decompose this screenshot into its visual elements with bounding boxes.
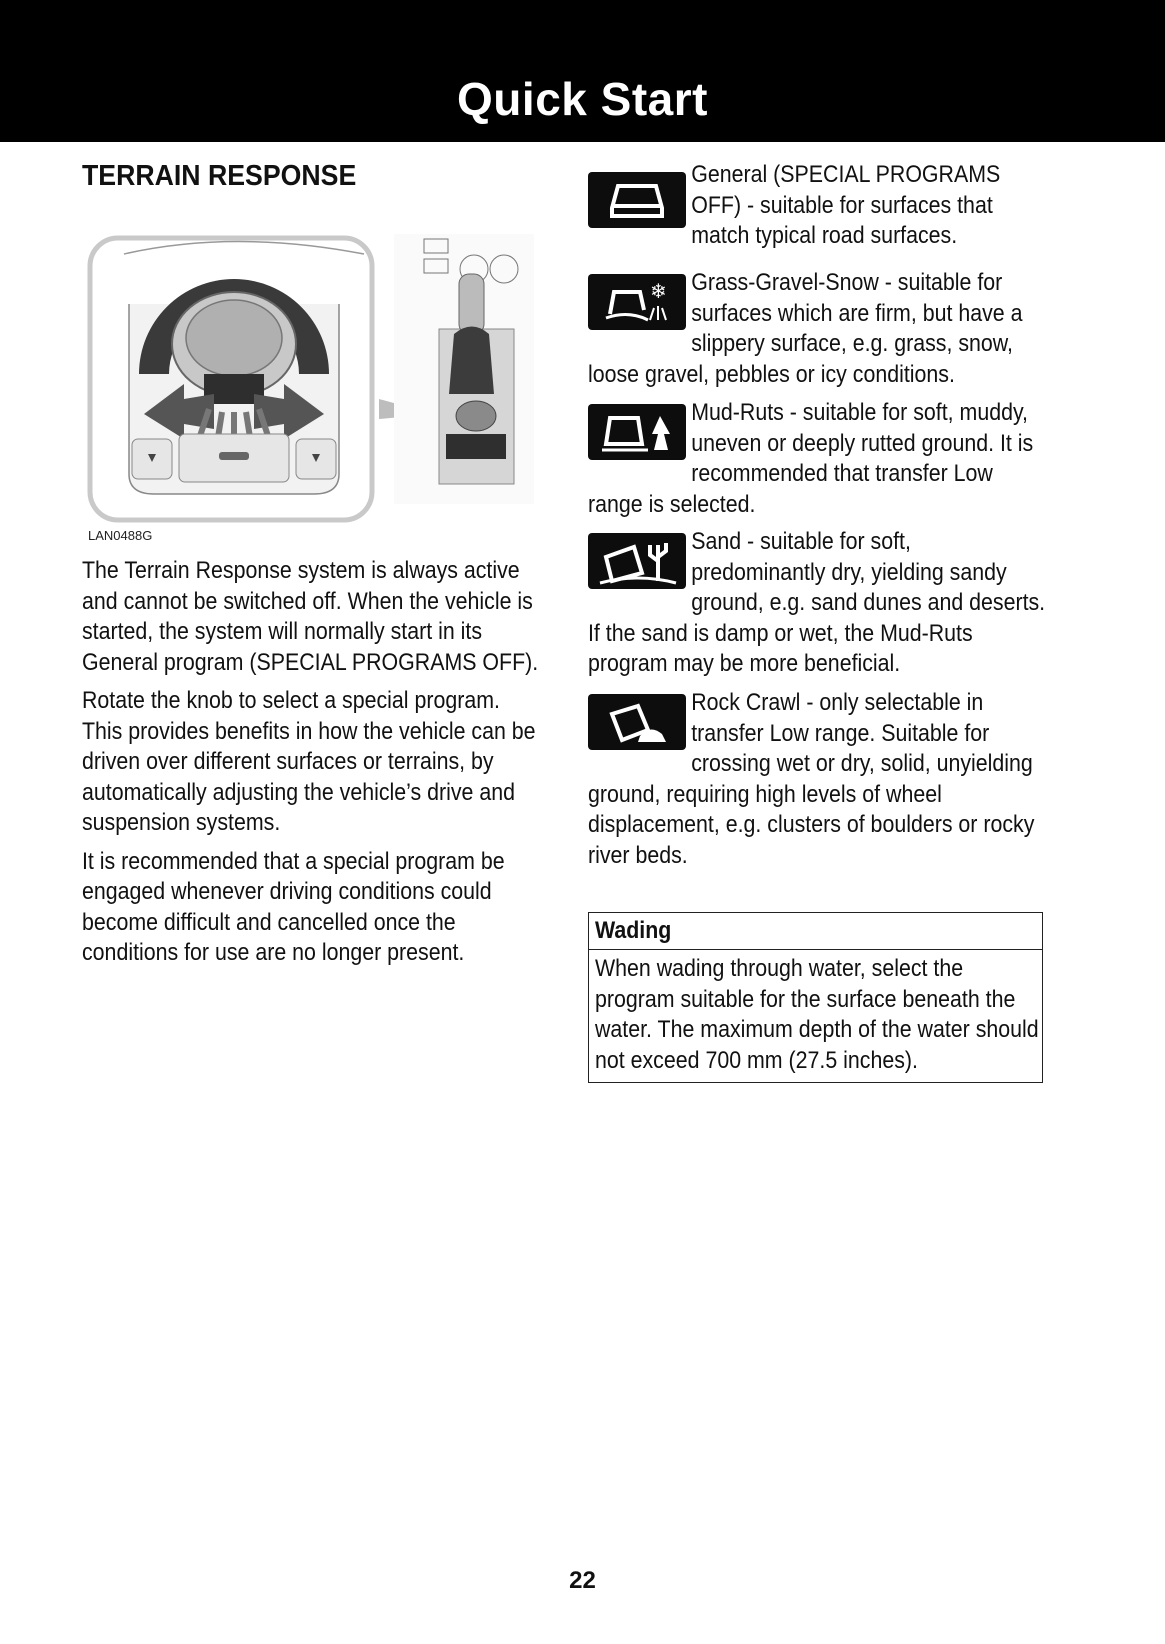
mode-sand: [588, 527, 1048, 680]
left-column: [82, 556, 542, 977]
mode-rock-crawl-text: Rock Crawl - only selectable in transfer Low range. Suitable for crossing wet or dry, solid, unyielding ground, requiring high levels of wheel displacement, e.g. clusters of boulders or rocky river beds.: [588, 689, 1035, 869]
mode-general-text: General (SPECIAL PROGRAMS OFF) - suitable for surfaces that match typical road surfaces.: [691, 161, 1001, 249]
page-header: [0, 0, 1165, 142]
recommendation-paragraph: It is recommended that a special program be engaged whenever driving conditions could become difficult and cancelled once the conditions for use are no longer present.: [82, 847, 505, 966]
mode-general: [588, 160, 1048, 252]
terrain-response-illustration: [84, 234, 534, 524]
mode-grass-gravel-snow: [588, 268, 1048, 390]
wading-title-text: Wading: [595, 917, 672, 944]
svg-text:❄: ❄: [650, 279, 667, 303]
wading-title: [589, 913, 1042, 950]
mode-sand-text: Sand - suitable for soft, predominantly dry, yielding sandy ground, e.g. sand dunes and deserts. If the sand is damp or wet, the Mud-Ruts program may be more beneficial.: [588, 528, 1046, 677]
intro-paragraph: The Terrain Response system is always active and cannot be switched off. When the vehicle is started, the system will normally start in its General program (SPECIAL PROGRAMS OFF).: [82, 557, 539, 676]
wading-note-box: [588, 912, 1043, 1083]
figure-caption: LAN0488G: [88, 528, 153, 543]
page-title: Quick Start: [457, 73, 708, 125]
mode-grass-gravel-snow-text: Grass-Gravel-Snow - suitable for surfaces which are firm, but have a slippery surface, e.g. grass, snow, loose gravel, pebbles or icy conditions.: [588, 269, 1023, 388]
wading-text: [589, 950, 1042, 1082]
wading-text-content: When wading through water, select the program suitable for the surface beneath the water. The maximum depth of the water should not exceed 700 mm (27.5 inches).: [595, 955, 1039, 1074]
section-title: TERRAIN RESPONSE: [82, 160, 357, 192]
mode-rock-crawl: [588, 688, 1048, 871]
page-number: 22: [569, 1567, 596, 1594]
rotate-knob-paragraph: Rotate the knob to select a special program. This provides benefits in how the vehicle can be driven over different surfaces or terrains, by automatically adjusting the vehicle’s drive and suspension systems.: [82, 687, 536, 836]
mode-mud-ruts-text: Mud-Ruts - suitable for soft, muddy, uneven or deeply rutted ground. It is recommended that transfer Low range is selected.: [588, 399, 1034, 518]
mode-mud-ruts: [588, 398, 1048, 520]
